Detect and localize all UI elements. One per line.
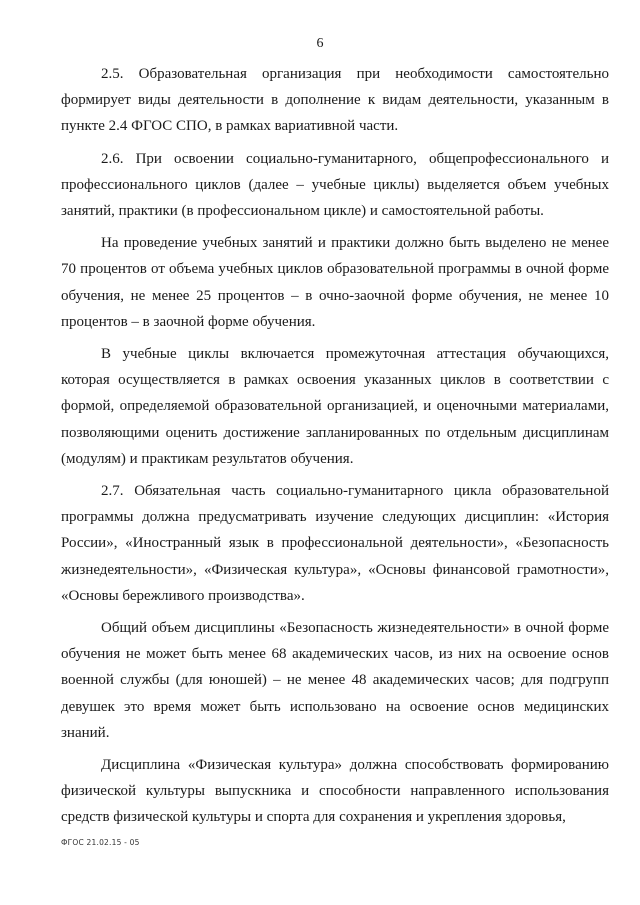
paragraph-practice-volume: На проведение учебных занятий и практики должно быть выделено не менее 70 процентов от объема учебных циклов образовательной программы в очной форме обучения, не менее 25 процентов – в очно-заочной форме обучения, не менее 10 процентов – в заочной форме обучения.: [61, 235, 609, 330]
document-footer-code: ФГОС 21.02.15 - 05: [61, 838, 140, 847]
page-number: 6: [316, 36, 324, 51]
paragraph-2-7: 2.7. Обязательная часть социально-гуманитарного цикла образовательной программы должна предусматривать изучение следующих дисциплин: «История России», «Иностранный язык в профессиональной деятельности», «Безопасность жизнедеятельности», «Физическая культура», «Основы финансовой грамотности», «Основы бережливого производства».: [61, 483, 609, 604]
paragraph-intermediate-attestation: В учебные циклы включается промежуточная аттестация обучающихся, которая осуществляется в рамках освоения указанных циклов в соответствии с формой, определяемой образовательной организацией, и оценочными материалами, позволяющими оценить достижение запланированных по отдельным дисциплинам (модулям) и практикам результатов обучения.: [61, 346, 609, 467]
paragraph-physical-culture: Дисциплина «Физическая культура» должна способствовать формированию физической культуры выпускника и способности направленного использования средств физической культуры и спорта для сохранения и укрепления здоровья,: [61, 757, 609, 826]
paragraph-2-6: 2.6. При освоении социально-гуманитарного, общепрофессионального и профессионального циклов (далее – учебные циклы) выделяется объем учебных занятий, практики (в профессиональном цикле) и самостоятельной работы.: [61, 150, 609, 220]
paragraph-life-safety-volume: Общий объем дисциплины «Безопасность жизнедеятельности» в очной форме обучения не может быть менее 68 академических часов, из них на освоение основ военной службы (для юношей) – не менее 48 академических часов; для подгрупп девушек это время может быть использовано на освоение основ медицинских знаний.: [61, 620, 609, 741]
paragraph-2-5: 2.5. Образовательная организация при необходимости самостоятельно формирует виды деятельности в дополнение к видам деятельности, указанным в пункте 2.4 ФГОС СПО, в рамках вариативной части.: [61, 66, 609, 135]
document-body: [61, 61, 609, 837]
